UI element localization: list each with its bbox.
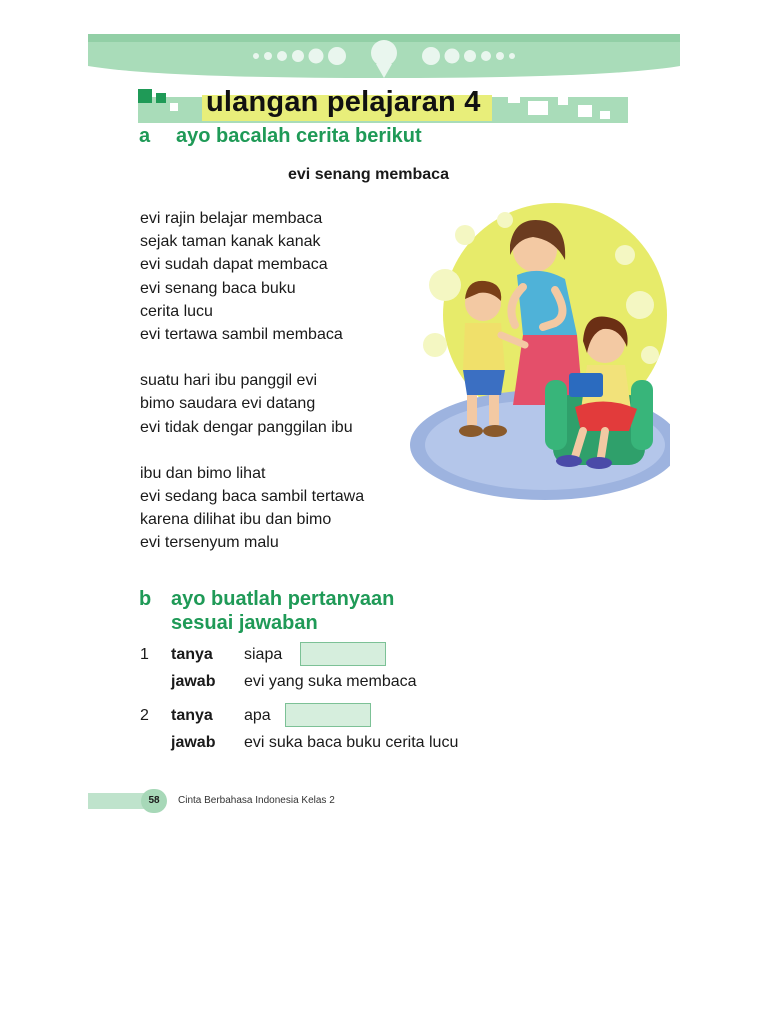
section-b-heading-line2: sesuai jawaban [171, 612, 318, 634]
stanza-1 [140, 207, 364, 346]
answer-text: evi yang suka membaca [244, 673, 417, 690]
page-title: ulangan pelajaran 4 [206, 86, 481, 118]
story-line: evi sudah dapat membaca [140, 256, 328, 274]
section-b-heading-line1: ayo buatlah pertanyaan [171, 588, 395, 610]
story-line: evi sedang baca sambil tertawa [140, 488, 365, 506]
story-text [140, 207, 364, 578]
question-word: siapa [244, 646, 283, 663]
story-title: evi senang membaca [288, 166, 449, 183]
answer-label: jawab [171, 734, 216, 751]
story-line: evi tidak dengar panggilan ibu [140, 418, 353, 436]
stanza-3 [140, 462, 364, 555]
story-line: bimo saudara evi datang [140, 395, 316, 413]
section-b-letter: b [139, 588, 152, 610]
story-line: sejak taman kanak kanak [140, 233, 321, 251]
story-line: evi senang baca buku [140, 279, 296, 297]
section-a-heading: ayo bacalah cerita berikut [176, 125, 422, 147]
answer-label: jawab [171, 673, 216, 690]
story-line: suatu hari ibu panggil evi [140, 372, 318, 390]
book-title: Cinta Berbahasa Indonesia Kelas 2 [178, 795, 335, 806]
ask-label: tanya [171, 707, 213, 724]
story-line: evi tersenyum malu [140, 534, 279, 552]
story-line: cerita lucu [140, 302, 213, 320]
story-line: evi rajin belajar membaca [140, 210, 323, 227]
page-number: 58 [141, 789, 167, 813]
item-number: 2 [140, 707, 149, 724]
question-word: apa [244, 707, 271, 724]
question-answer-box[interactable] [285, 703, 371, 727]
banner-graphic [88, 34, 680, 78]
item-number: 1 [140, 646, 149, 663]
ask-label: tanya [171, 646, 213, 663]
top-banner [88, 34, 680, 78]
section-a-letter: a [139, 125, 151, 147]
footer-bar [88, 793, 148, 809]
story-line: ibu dan bimo lihat [140, 464, 266, 482]
story-line: evi tertawa sambil membaca [140, 326, 343, 344]
story-line: karena dilihat ibu dan bimo [140, 511, 332, 529]
stanza-2 [140, 369, 364, 439]
question-answer-box[interactable] [300, 642, 386, 666]
family-reading-illustration [405, 195, 670, 510]
answer-text: evi suka baca buku cerita lucu [244, 734, 459, 751]
